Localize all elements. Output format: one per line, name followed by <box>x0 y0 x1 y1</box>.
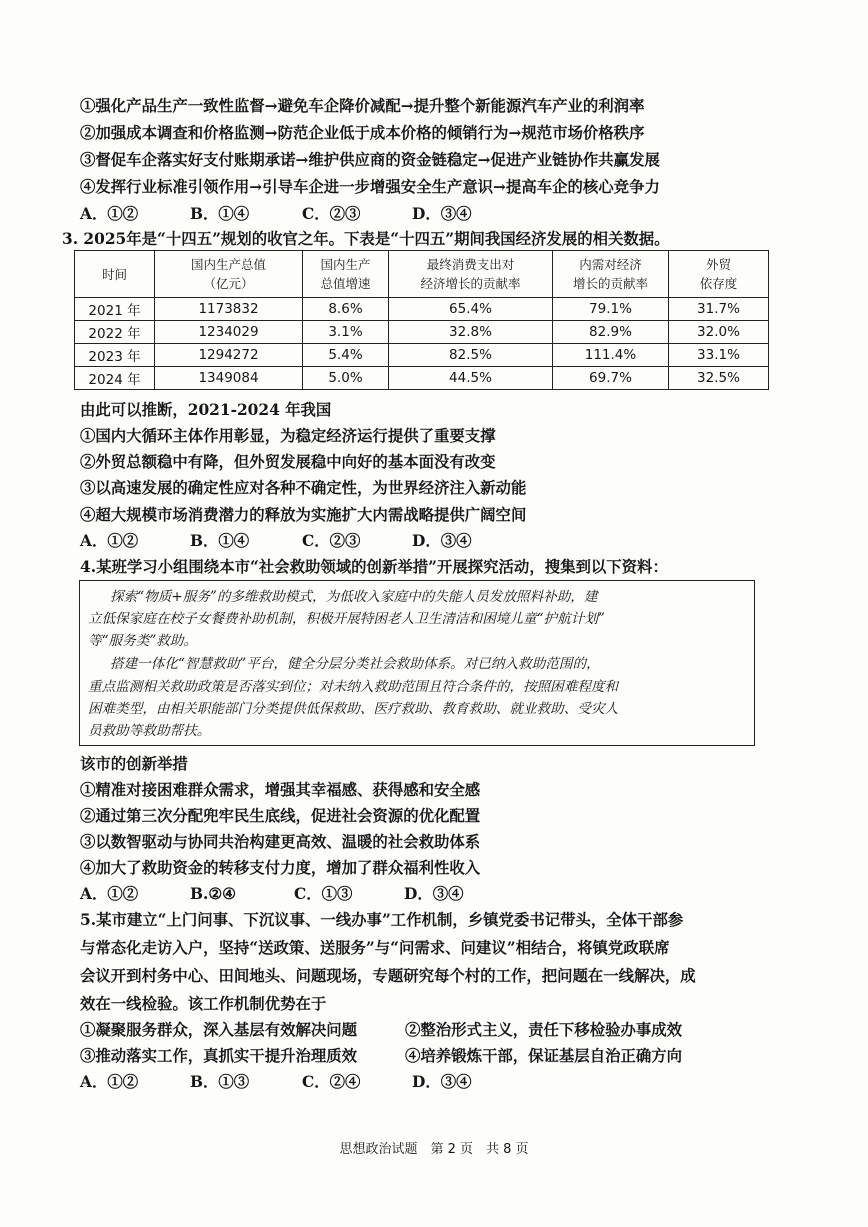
q4-option-b[interactable]: B.②④ <box>190 885 236 903</box>
q4-intro: 4.某班学习小组围绕本市“社会救助领域的创新举措”开展探究活动，搜集到以下资料： <box>80 558 668 576</box>
q2-item-1: ①强化产品生产一致性监督→避免车企降价减配→提升整个新能源汽车产业的利润率 <box>80 97 645 115</box>
q3-option-c[interactable]: C．②③ <box>302 532 361 550</box>
cell-consumption: 44.5% <box>389 367 553 390</box>
cell-trade: 31.7% <box>669 298 769 321</box>
q3-item-2: ②外贸总额稳中有降，但外贸发展稳中向好的基本面没有改变 <box>80 453 496 471</box>
material-line: 搭建一体化“智慧救助”平台，健全分层分类社会救助体系。对已纳入救助范围的， <box>110 656 600 672</box>
cell-trade: 33.1% <box>669 344 769 367</box>
header-gdp-growth <box>303 251 389 298</box>
q3-option-a[interactable]: A．①② <box>80 532 139 550</box>
table-header-row <box>75 251 769 298</box>
cell-gdp: 1173832 <box>155 298 303 321</box>
q2-item-2: ②加强成本调查和价格监测→防范企业低于成本价格的倾销行为→规范市场价格秩序 <box>80 124 645 142</box>
table-row <box>75 344 769 367</box>
q4-item-2: ②通过第三次分配兜牢民生底线，促进社会资源的优化配置 <box>80 807 481 825</box>
q3-option-b[interactable]: B．①④ <box>190 532 250 550</box>
q2-option-c[interactable]: C．②③ <box>302 205 361 223</box>
cell-gdp: 1349084 <box>155 367 303 390</box>
q2-option-d[interactable]: D．③④ <box>412 205 472 223</box>
q5-line-1: 5.某市建立“上门问事、下沉议事、一线办事”工作机制，乡镇党委书记带头，全体干部参 <box>80 911 684 929</box>
q5-line-2: 与常态化走访入户，坚持“送政策、送服务”与“问需求、问建议”相结合，将镇党政联席 <box>80 939 670 957</box>
material-line: 等“服务类”救助。 <box>88 633 198 649</box>
cell-gdp: 1294272 <box>155 344 303 367</box>
header-gdp-text: 国内生产总值 （亿元） <box>190 257 266 291</box>
q4-item-3: ③以数智驱动与协同共治构建更高效、温暖的社会救助体系 <box>80 833 481 851</box>
cell-gdp-growth: 3.1% <box>303 321 389 344</box>
q5-option-b[interactable]: B．①③ <box>190 1073 250 1091</box>
cell-year: 2022 年 <box>75 321 155 344</box>
material-line: 员救助等救助帮扶。 <box>88 723 211 739</box>
header-trade-dependence <box>669 251 769 298</box>
table-row <box>75 321 769 344</box>
q3-item-3: ③以高速发展的确定性应对各种不确定性，为世界经济注入新动能 <box>80 479 527 497</box>
cell-consumption: 82.5% <box>389 344 553 367</box>
q4-item-1: ①精准对接困难群众需求，增强其幸福感、获得感和安全感 <box>80 781 481 799</box>
material-line: 立低保家庭在校子女餐费补助机制，积极开展特困老人卫生清洁和困境儿童“护航计划” <box>88 611 605 627</box>
q3-option-d[interactable]: D．③④ <box>412 532 472 550</box>
q4-option-a[interactable]: A．①② <box>80 885 139 903</box>
q5-option-d[interactable]: D．③④ <box>412 1073 472 1091</box>
cell-consumption: 32.8% <box>389 321 553 344</box>
q2-option-a[interactable]: A．①② <box>80 205 139 223</box>
q2-option-b[interactable]: B．①④ <box>190 205 250 223</box>
material-line: 探索“物质+服务”的多维救助模式，为低收入家庭中的失能人员发放照料补助，建 <box>110 589 598 605</box>
q5-item-3: ③推动落实工作，真抓实干提升治理质效 <box>80 1047 358 1065</box>
q2-item-4: ④发挥行业标准引领作用→引导车企进一步增强安全生产意识→提高车企的核心竞争力 <box>80 178 660 196</box>
cell-gdp-growth: 5.4% <box>303 344 389 367</box>
page-footer: 思想政治试题 第 2 页 共 8 页 <box>339 1142 529 1157</box>
cell-gdp-growth: 5.0% <box>303 367 389 390</box>
cell-gdp: 1234029 <box>155 321 303 344</box>
header-trade-text: 外贸 依存度 <box>699 257 738 291</box>
header-consumption-contribution <box>389 251 553 298</box>
header-domestic-demand-contribution <box>553 251 669 298</box>
cell-trade: 32.5% <box>669 367 769 390</box>
cell-domestic-demand: 69.7% <box>553 367 669 390</box>
cell-consumption: 65.4% <box>389 298 553 321</box>
q5-item-2: ②整治形式主义，责任下移检验办事成效 <box>405 1021 683 1039</box>
q5-option-c[interactable]: C．②④ <box>302 1073 361 1091</box>
cell-year: 2024 年 <box>75 367 155 390</box>
header-gdp <box>155 251 303 298</box>
header-time: 时间 <box>75 251 155 298</box>
q4-stem: 该市的创新举措 <box>80 755 188 773</box>
cell-year: 2023 年 <box>75 344 155 367</box>
header-domestic-demand-text: 内需对经济 增长的贡献率 <box>572 257 648 291</box>
material-line: 重点监测相关救助政策是否落实到位；对未纳入救助范围且符合条件的，按照困难程度和 <box>88 679 619 695</box>
q5-item-4: ④培养锻炼干部，保证基层自治正确方向 <box>405 1047 683 1065</box>
q3-stem: 由此可以推断，2021-2024 年我国 <box>80 401 332 419</box>
header-gdp-growth-text: 国内生产 总值增速 <box>320 257 371 291</box>
cell-year: 2021 年 <box>75 298 155 321</box>
q3-intro: 3. 2025年是“十四五”规划的收官之年。下表是“十四五”期间我国经济发展的相关数据。 <box>62 230 670 248</box>
q5-option-a[interactable]: A．①② <box>80 1073 139 1091</box>
header-consumption-text: 最终消费支出对 经济增长的贡献率 <box>420 257 521 291</box>
cell-gdp-growth: 8.6% <box>303 298 389 321</box>
cell-domestic-demand: 79.1% <box>553 298 669 321</box>
q3-item-4: ④超大规模市场消费潜力的释放为实施扩大内需战略提供广阔空间 <box>80 506 527 524</box>
table-row <box>75 367 769 390</box>
q4-option-c[interactable]: C．①③ <box>294 885 353 903</box>
q4-material-box <box>79 580 755 746</box>
q2-item-3: ③督促车企落实好支付账期承诺→维护供应商的资金链稳定→促进产业链协作共赢发展 <box>80 151 660 169</box>
material-line: 困难类型，由相关职能部门分类提供低保救助、医疗救助、教育救助、就业救助、受灾人 <box>88 701 619 717</box>
cell-domestic-demand: 82.9% <box>553 321 669 344</box>
q4-item-4: ④加大了救助资金的转移支付力度，增加了群众福利性收入 <box>80 859 481 877</box>
cell-trade: 32.0% <box>669 321 769 344</box>
q3-item-1: ①国内大循环主体作用彰显，为稳定经济运行提供了重要支撑 <box>80 427 496 445</box>
cell-domestic-demand: 111.4% <box>553 344 669 367</box>
q4-option-d[interactable]: D．③④ <box>404 885 464 903</box>
table-row <box>75 298 769 321</box>
q5-line-4: 效在一线检验。该工作机制优势在于 <box>80 995 327 1013</box>
economy-data-table <box>74 250 769 390</box>
q5-item-1: ①凝聚服务群众，深入基层有效解决问题 <box>80 1021 358 1039</box>
q5-line-3: 会议开到村务中心、田间地头、问题现场，专题研究每个村的工作，把问题在一线解决，成 <box>80 967 696 985</box>
